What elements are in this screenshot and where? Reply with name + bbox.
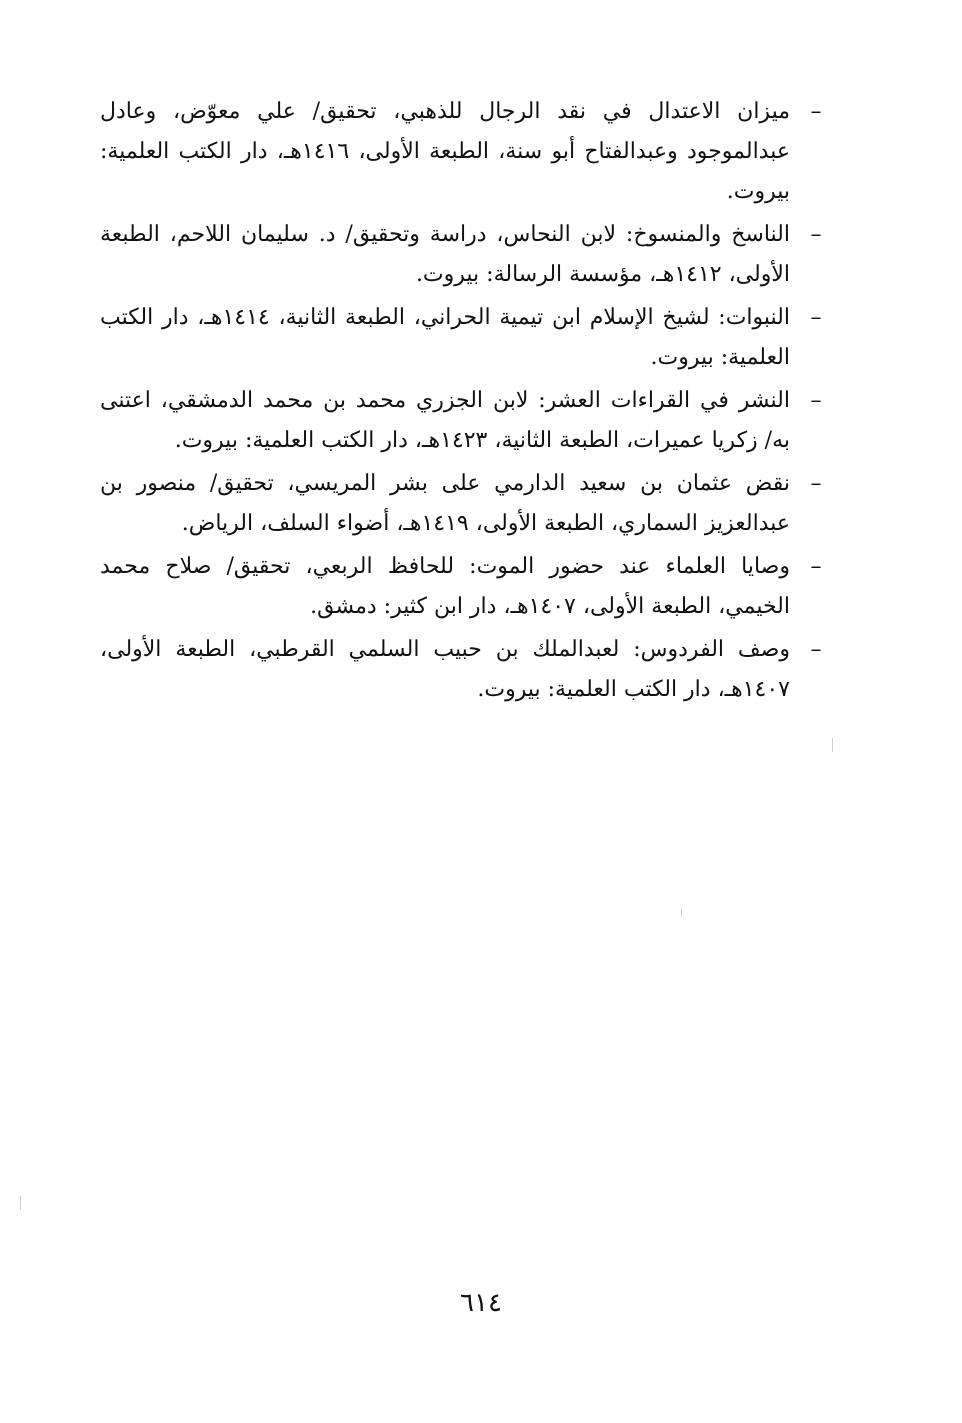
scan-speck [832, 738, 833, 752]
reference-entry [100, 630, 822, 710]
reference-entry [100, 92, 822, 212]
reference-text: الناسخ والمنسوخ: لابن النحاس، دراسة وتحقيق/ د. سليمان اللاحم، الطبعة الأولى، ١٤١٢هـ، مؤسسة الرسالة: بيروت. [100, 222, 790, 287]
scan-speck [681, 909, 682, 917]
list-dash: – [810, 554, 822, 579]
reference-text: ميزان الاعتدال في نقد الرجال للذهبي، تحقيق/ علي معوّض، وعادل عبدالموجود وعبدالفتاح أبو سنة، الطبعة الأولى، ١٤١٦هـ، دار الكتب العلمية: بيروت. [100, 99, 790, 204]
list-dash: – [810, 471, 822, 496]
page-number: ٦١٤ [460, 1288, 502, 1318]
reference-entry [100, 298, 822, 378]
reference-text: وصايا العلماء عند حضور الموت: للحافظ الربعي، تحقيق/ صلاح محمد الخيمي، الطبعة الأولى، ١٤٠٧هـ، دار ابن كثير: دمشق. [100, 554, 790, 619]
reference-entry [100, 464, 822, 544]
reference-text: النبوات: لشيخ الإسلام ابن تيمية الحراني، الطبعة الثانية، ١٤١٤هـ، دار الكتب العلمية: بيروت. [100, 305, 790, 370]
reference-entry [100, 381, 822, 461]
list-dash: – [810, 637, 822, 662]
scan-speck [20, 1196, 21, 1210]
list-dash: – [810, 388, 822, 413]
list-dash: – [810, 222, 822, 247]
list-dash: – [810, 99, 822, 124]
list-dash: – [810, 305, 822, 330]
reference-text: نقض عثمان بن سعيد الدارمي على بشر المريسي، تحقيق/ منصور بن عبدالعزيز السماري، الطبعة الأولى، ١٤١٩هـ، أضواء السلف، الرياض. [100, 471, 790, 536]
reference-text: النشر في القراءات العشر: لابن الجزري محمد بن محمد الدمشقي، اعتنى به/ زكريا عميرات، الطبعة الثانية، ١٤٢٣هـ، دار الكتب العلمية: بيروت. [100, 388, 790, 453]
reference-list [100, 92, 822, 713]
reference-text: وصف الفردوس: لعبدالملك بن حبيب السلمي القرطبي، الطبعة الأولى، ١٤٠٧هـ، دار الكتب العلمية: بيروت. [100, 637, 790, 702]
reference-entry [100, 215, 822, 295]
reference-entry [100, 547, 822, 627]
